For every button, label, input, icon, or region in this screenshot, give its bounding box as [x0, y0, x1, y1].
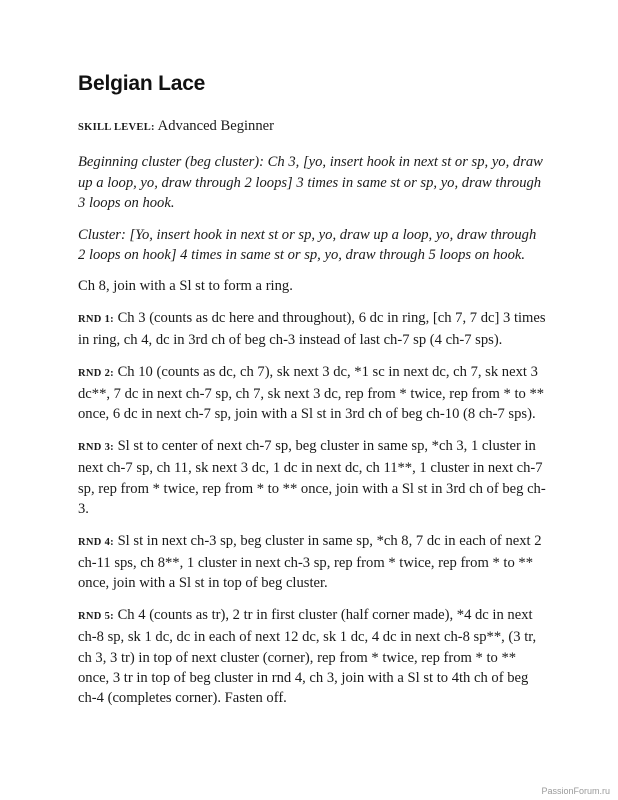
- beg-cluster-definition: Beginning cluster (beg cluster): Ch 3, [yo, insert hook in next st or sp, yo, draw up a loop, yo, draw through 2 loops] 3 times in same st or sp, yo, draw through 3 loops on hook.: [78, 154, 543, 212]
- round-4: [78, 531, 546, 594]
- skill-level-value: Advanced Beginner: [154, 118, 274, 134]
- round-text: Ch 10 (counts as dc, ch 7), sk next 3 dc, *1 sc in next dc, ch 7, sk next 3 dc**, 7 dc in next ch-7 sp, ch 7, sk next 3 dc, rep from * twice, rep from * to ** once, 6 dc in next ch-7 sp, join with a Sl st in 3rd ch of beg ch-10 (8 ch-7 sps).: [78, 363, 545, 423]
- skill-level-line: [78, 116, 546, 138]
- round-label: RND 4:: [78, 536, 114, 548]
- round-5: [78, 605, 546, 709]
- round-label: RND 5:: [78, 610, 114, 622]
- round-label: RND 2:: [78, 367, 114, 379]
- pattern-body: [78, 116, 546, 720]
- round-2: [78, 362, 546, 425]
- round-text: Ch 4 (counts as tr), 2 tr in first cluster (half corner made), *4 dc in next ch-8 sp, sk 1 dc, dc in each of next 12 dc, sk 1 dc, 4 dc in next ch-8 sp**, (3 tr, ch 3, 3 tr) in top of next cluster (corner), rep from * twice, rep from * to ** once, 3 tr in top of beg cluster in rnd 4, ch 3, join with a Sl st to 4th ch of beg ch-4 (completes corner). Fasten off.: [78, 606, 537, 707]
- round-1: [78, 308, 546, 351]
- round-label: RND 3:: [78, 441, 114, 453]
- pattern-title: Belgian Lace: [78, 72, 206, 95]
- round-text: Sl st to center of next ch-7 sp, beg cluster in same sp, *ch 3, 1 cluster in next ch-7 sp, ch 11, sk next 3 dc, 1 dc in next dc, ch 11**, 1 cluster in next ch-7 sp, rep from * twice, rep from * to ** once, join with a Sl st in 3rd ch of beg ch-3.: [78, 437, 546, 518]
- round-label: RND 1:: [78, 313, 114, 325]
- watermark: PassionForum.ru: [541, 786, 610, 796]
- skill-level-label: SKILL LEVEL:: [78, 122, 155, 133]
- intro-instruction: Ch 8, join with a Sl st to form a ring.: [78, 278, 293, 295]
- cluster-definition: Cluster: [Yo, insert hook in next st or sp, yo, draw up a loop, yo, draw through 2 loops on hook] 4 times in same st or sp, yo, draw through 5 loops on hook.: [78, 226, 537, 264]
- round-text: Sl st in next ch-3 sp, beg cluster in same sp, *ch 8, 7 dc in each of next 2 ch-11 sps, ch 8**, 1 cluster in next ch-3 sp, rep from * twice, rep from * to ** once, join with a Sl st in top of beg cluster.: [78, 532, 542, 592]
- round-3: [78, 436, 546, 520]
- round-text: Ch 3 (counts as dc here and throughout), 6 dc in ring, [ch 7, 7 dc] 3 times in ring, ch 4, dc in 3rd ch of beg ch-3 instead of last ch-7 sp (4 ch-7 sps).: [78, 309, 546, 349]
